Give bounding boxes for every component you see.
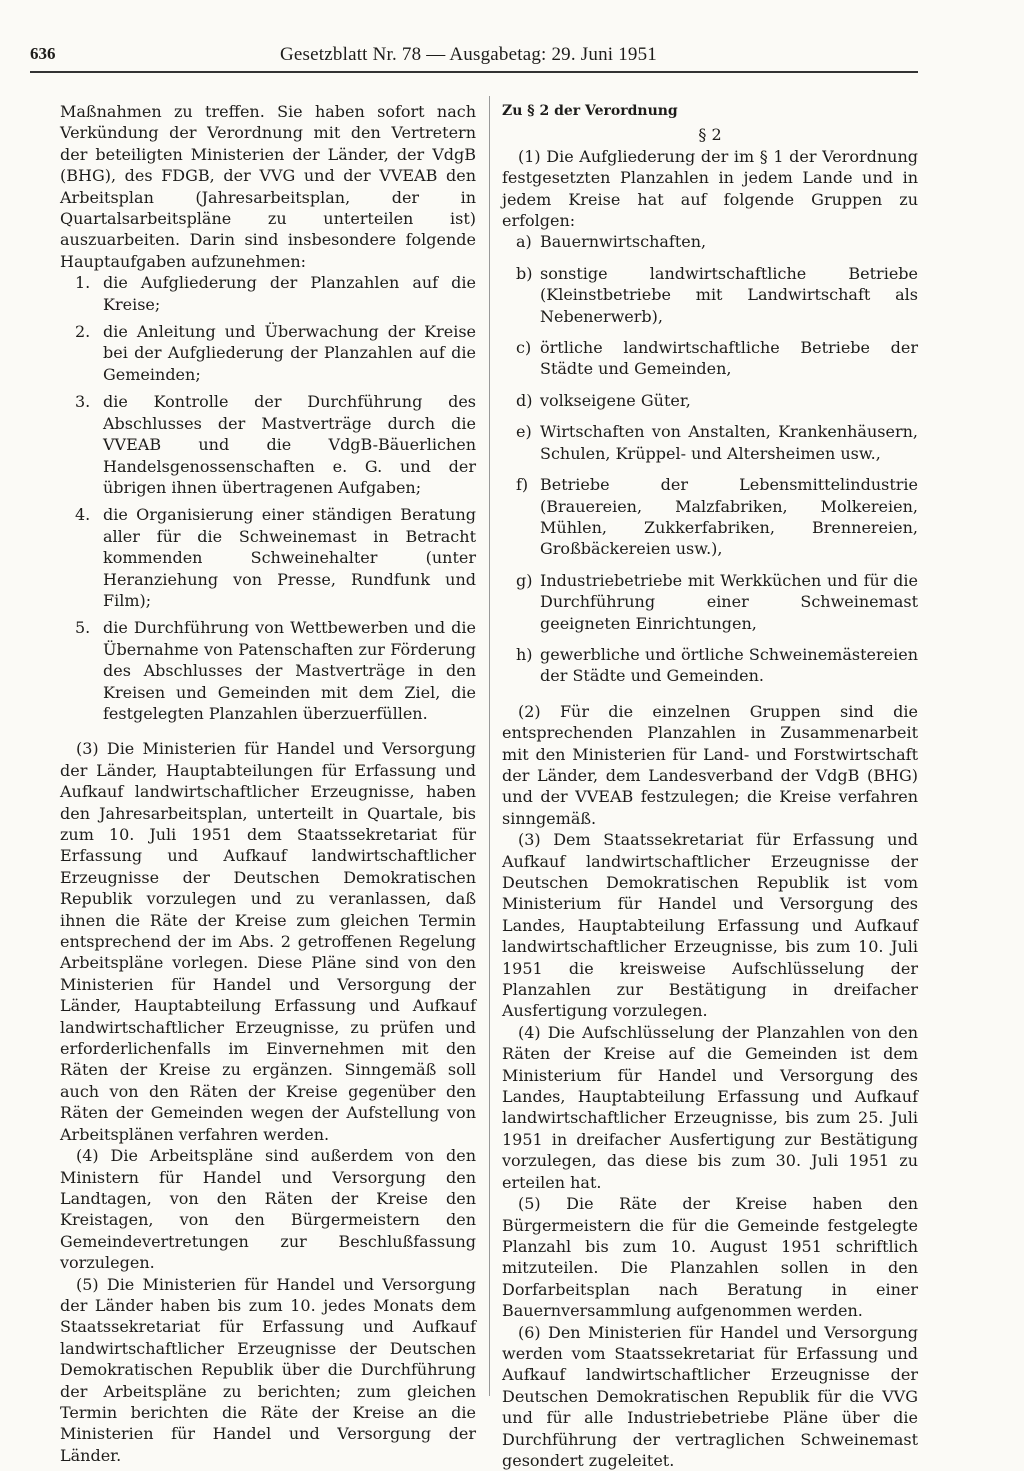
- list-marker: b): [516, 263, 533, 283]
- list-marker: c): [516, 338, 532, 358]
- list-item: [502, 263, 918, 327]
- paragraph-6: (6) Den Ministerien für Handel und Versorgung werden vom Staatssekretariat für Erfassung und Aufkauf landwirtschaftlicher Erzeugnisse der Deutschen Demokratischen Republik für die VVG und für alle Industriebetriebe Pläne über die Durchführung der vertraglichen Schweinemast gesondert zugeleitet.: [502, 1322, 918, 1470]
- list-marker: 3.: [75, 392, 91, 412]
- right-intro-paragraph: (1) Die Aufgliederung der im § 1 der Verordnung festgesetzten Planzahlen in jedem Lande und in jedem Kreise hat auf folgende Gruppen zu erfolgen:: [502, 146, 918, 231]
- list-text: die Anleitung und Überwachung der Kreise bei der Aufgliederung der Planzahlen auf die Gemeinden;: [103, 322, 476, 384]
- list-text: Bauernwirtschaften,: [540, 232, 707, 252]
- list-item: [502, 421, 918, 464]
- list-marker: f): [516, 475, 529, 495]
- list-item: [60, 272, 476, 315]
- list-item: [502, 390, 918, 411]
- list-text: die Organisierung einer ständigen Beratung aller für die Schweinemast in Betracht kommenden Schweinehalter (unter Heranziehung von Presse, Rundfunk und Film);: [103, 505, 476, 610]
- paragraph-3: (3) Die Ministerien für Handel und Versorgung der Länder, Hauptabteilungen für Erfassung und Aufkauf landwirtschaftlicher Erzeugnisse, haben den Jahresarbeitsplan, unterteilt in Quartale, bis zum 10. Juli 1951 dem Staatssekretariat für Erfassung und Aufkauf landwirtschaftlicher Erzeugnisse der Deutschen Demokratischen Republik vorzulegen und zu veranlassen, daß ihnen die Räte der Kreise zum gleichen Termin entsprechend der im Abs. 2 getroffenen Regelung Arbeitspläne vorlegen. Diese Pläne sind von den Ministerien für Handel und Versorgung der Länder, Hauptabteilung Erfassung und Aufkauf landwirtschaftlicher Erzeugnisse, zu prüfen und erforderlichenfalls im Einvernehmen mit den Räten der Kreise zu ergänzen. Sinngemäß soll auch von den Räten der Kreise gegenüber den Räten der Gemeinden wegen der Aufstellung von Arbeitsplänen verfahren werden.: [60, 739, 476, 1144]
- header-rule: [30, 71, 918, 73]
- list-text: die Kontrolle der Durchführung des Abschlusses der Mastverträge durch die VVEAB und die VdgB-Bäuerlichen Handelsgenossenschaften e. G. und der übrigen ihnen übertragenen Aufgaben;: [103, 392, 476, 497]
- list-item: [502, 231, 918, 252]
- list-marker: 4.: [75, 505, 91, 525]
- list-text: die Durchführung von Wettbewerben und die Übernahme von Patenschaften zur Förderung des Abschlusses der Mastverträge in den Kreisen und Gemeinden mit dem Ziel, die festgelegten Planzahlen überzuerfüllen.: [103, 618, 476, 723]
- list-text: sonstige landwirtschaftliche Betriebe (Kleinstbetriebe mit Landwirtschaft als Nebenerwerb),: [540, 263, 918, 326]
- list-marker: g): [516, 570, 533, 590]
- list-marker: 2.: [75, 322, 91, 342]
- page-number: 636: [30, 44, 56, 63]
- list-item: [502, 570, 918, 634]
- list-text: örtliche landwirtschaftliche Betriebe der Städte und Gemeinden,: [540, 338, 918, 379]
- list-item: [502, 644, 918, 687]
- list-text: die Aufgliederung der Planzahlen auf die Kreise;: [103, 273, 476, 314]
- column-divider: [489, 96, 490, 1396]
- left-column: [60, 101, 476, 1466]
- list-item: [60, 504, 476, 611]
- paragraph-4: (4) Die Aufschlüsselung der Planzahlen von den Räten der Kreise auf die Gemeinden ist dem Ministerium für Handel und Versorgung des Landes, Hauptabteilung Erfassung und Aufkauf landwirtschaftlicher Erzeugnisse, bis zum 25. Juli 1951 in dreifacher Ausfertigung zur Bestätigung vorzulegen, das diese bis zum 30. Juli 1951 zu erteilen hat.: [502, 1022, 918, 1192]
- task-list: [60, 272, 476, 724]
- list-item: [60, 617, 476, 724]
- list-marker: d): [516, 390, 533, 410]
- list-text: Betriebe der Lebensmittelindustrie (Brauereien, Malzfabriken, Molkereien, Mühlen, Zukkerfabriken, Brennereien, Großbäckereien usw.),: [540, 475, 918, 559]
- list-item: [60, 321, 476, 385]
- section-label: Zu § 2 der Verordnung: [502, 103, 678, 119]
- list-item: [502, 474, 918, 560]
- list-marker: a): [516, 232, 532, 252]
- list-text: volkseigene Güter,: [540, 390, 691, 410]
- list-item: [60, 391, 476, 498]
- list-marker: 1.: [75, 273, 91, 293]
- list-text: Industriebetriebe mit Werkküchen und für die Durchführung einer Schweinemast geeigneten Einrichtungen,: [540, 570, 918, 633]
- list-item: [502, 337, 918, 380]
- paragraph-2: (2) Für die einzelnen Gruppen sind die entsprechenden Planzahlen in Zusammenarbeit mit den Ministerien für Land- und Forstwirtschaft der Länder, dem Landesverband der VdgB (BHG) und der VVEAB festzulegen; die Kreise verfahren sinngemäß.: [502, 701, 918, 828]
- section-heading: § 2: [698, 125, 722, 145]
- right-column: [502, 101, 918, 1471]
- running-title: Gesetzblatt Nr. 78 — Ausgabetag: 29. Juni 1951: [280, 44, 658, 65]
- group-list: [502, 231, 918, 686]
- left-intro-paragraph: Maßnahmen zu treffen. Sie haben sofort nach Verkündung der Verordnung mit den Vertretern der beteiligten Ministerien der Länder, der VdgB (BHG), des FDGB, der VVG und der VVEAB den Arbeitsplan (Jahresarbeitsplan, der in Quartalsarbeitspläne zu unterteilen ist) auszuarbeiten. Darin sind insbesondere folgende Hauptaufgaben aufzunehmen:: [60, 102, 476, 271]
- list-marker: 5.: [75, 618, 91, 638]
- list-text: Wirtschaften von Anstalten, Krankenhäusern, Schulen, Krüppel- und Altersheimen usw.,: [540, 422, 918, 463]
- paragraph-3: (3) Dem Staatssekretariat für Erfassung und Aufkauf landwirtschaftlicher Erzeugnisse der Deutschen Demokratischen Republik ist vom Ministerium für Handel und Versorgung des Landes, Hauptabteilung Erfassung und Aufkauf landwirtschaftlicher Erzeugnisse, bis zum 10. Juli 1951 die kreisweise Aufschlüsselung der Planzahlen zur Bestätigung in dreifacher Ausfertigung vorzulegen.: [502, 830, 918, 1021]
- list-marker: e): [516, 422, 532, 442]
- list-text: gewerbliche und örtliche Schweinemästereien der Städte und Gemeinden.: [540, 644, 918, 686]
- paragraph-5: (5) Die Räte der Kreise haben den Bürgermeistern die für die Gemeinde festgelegte Planzahl bis zum 10. August 1951 schriftlich mitzuteilen. Die Planzahlen sollen in den Dorfarbeitsplan nach Beratung in einer Bauernversammlung aufgenommen werden.: [502, 1194, 918, 1321]
- paragraph-5: (5) Die Ministerien für Handel und Versorgung der Länder haben bis zum 10. jedes Monats dem Staatssekretariat für Erfassung und Aufkauf landwirtschaftlicher Erzeugnisse der Deutschen Demokratischen Republik über die Durchführung der Arbeitspläne zu berichten; zum gleichen Termin berichten die Räte der Kreise an die Ministerien für Handel und Versorgung der Länder.: [60, 1274, 476, 1465]
- list-marker: h): [516, 644, 533, 664]
- paragraph-4: (4) Die Arbeitspläne sind außerdem von den Ministern für Handel und Versorgung den Landtagen, von den Räten der Kreise den Kreistagen, von den Bürgermeistern den Gemeindevertretungen zur Beschlußfassung vorzulegen.: [60, 1146, 476, 1273]
